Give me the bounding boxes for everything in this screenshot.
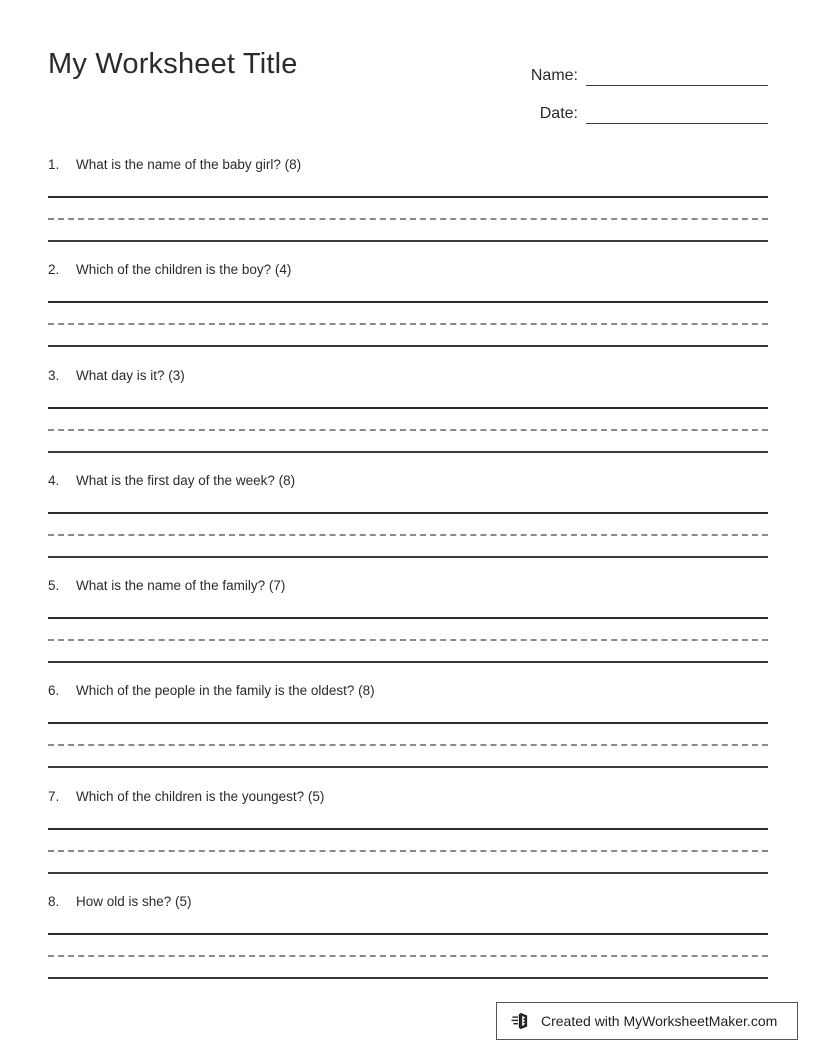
- page-title: My Worksheet Title: [48, 48, 298, 80]
- answer-line-top: [48, 722, 768, 724]
- date-field-row: [496, 86, 768, 124]
- date-field-write-line[interactable]: [586, 103, 768, 124]
- name-field-write-line[interactable]: [586, 65, 768, 86]
- question-item: [48, 156, 768, 261]
- myworksheetmaker-logo-icon: [511, 1010, 533, 1032]
- answer-line-bottom: [48, 345, 768, 347]
- answer-line-bottom: [48, 872, 768, 874]
- worksheet-header: [48, 44, 768, 124]
- created-with-label: Created with MyWorksheetMaker.com: [541, 1013, 778, 1029]
- question-prompt: What is the first day of the week? (8): [76, 472, 296, 488]
- question-prompt: Which of the children is the youngest? (5): [76, 788, 325, 804]
- answer-write-lines[interactable]: [48, 933, 768, 979]
- question-item: [48, 788, 768, 893]
- question-item: [48, 261, 768, 366]
- question-prompt: What day is it? (3): [76, 367, 185, 383]
- question-item: [48, 577, 768, 682]
- question-text: [48, 577, 768, 595]
- name-field-label: Name:: [530, 67, 578, 84]
- question-prompt: Which of the people in the family is the oldest? (8): [76, 683, 375, 699]
- answer-write-lines[interactable]: [48, 407, 768, 453]
- question-number: 7.: [48, 788, 60, 804]
- answer-write-lines[interactable]: [48, 301, 768, 347]
- question-prompt: What is the name of the baby girl? (8): [76, 157, 302, 172]
- question-prompt: Which of the children is the boy? (4): [76, 262, 292, 278]
- question-prompt: What is the name of the family? (7): [76, 578, 286, 594]
- answer-line-top: [48, 301, 768, 303]
- answer-write-lines[interactable]: [48, 196, 768, 242]
- answer-line-middle-dashed: [48, 850, 768, 852]
- answer-write-lines[interactable]: [48, 512, 768, 558]
- question-number: 2.: [48, 262, 60, 278]
- answer-line-bottom: [48, 766, 768, 768]
- answer-line-top: [48, 407, 768, 409]
- answer-write-lines[interactable]: [48, 617, 768, 663]
- answer-line-bottom: [48, 451, 768, 453]
- questions-list: [48, 156, 768, 998]
- question-number: 4.: [48, 472, 60, 488]
- question-text: [48, 156, 768, 174]
- answer-line-top: [48, 512, 768, 514]
- answer-line-bottom: [48, 661, 768, 663]
- student-info-fields: [496, 48, 768, 124]
- question-number: 6.: [48, 683, 60, 699]
- question-item: [48, 893, 768, 998]
- question-item: [48, 367, 768, 472]
- question-text: [48, 367, 768, 385]
- answer-line-middle-dashed: [48, 429, 768, 431]
- question-number: 5.: [48, 578, 60, 594]
- created-with-badge[interactable]: [496, 1002, 798, 1040]
- answer-line-top: [48, 828, 768, 830]
- question-text: [48, 893, 768, 911]
- question-item: [48, 472, 768, 577]
- question-item: [48, 682, 768, 787]
- answer-line-bottom: [48, 977, 768, 979]
- answer-line-middle-dashed: [48, 744, 768, 746]
- name-field-row: [496, 48, 768, 86]
- answer-line-middle-dashed: [48, 639, 768, 641]
- question-prompt: How old is she? (5): [76, 894, 192, 910]
- answer-line-top: [48, 196, 768, 198]
- question-text: [48, 788, 768, 806]
- answer-line-middle-dashed: [48, 534, 768, 536]
- date-field-label: Date:: [539, 105, 578, 122]
- answer-write-lines[interactable]: [48, 828, 768, 874]
- question-text: [48, 472, 768, 490]
- answer-line-top: [48, 933, 768, 935]
- question-number: 3.: [48, 367, 60, 383]
- answer-line-middle-dashed: [48, 323, 768, 325]
- answer-line-middle-dashed: [48, 218, 768, 220]
- answer-line-bottom: [48, 556, 768, 558]
- question-number: 1.: [48, 157, 60, 172]
- answer-line-top: [48, 617, 768, 619]
- question-number: 8.: [48, 894, 60, 910]
- answer-line-bottom: [48, 240, 768, 242]
- question-text: [48, 261, 768, 279]
- answer-line-middle-dashed: [48, 955, 768, 957]
- question-text: [48, 682, 768, 700]
- answer-write-lines[interactable]: [48, 722, 768, 768]
